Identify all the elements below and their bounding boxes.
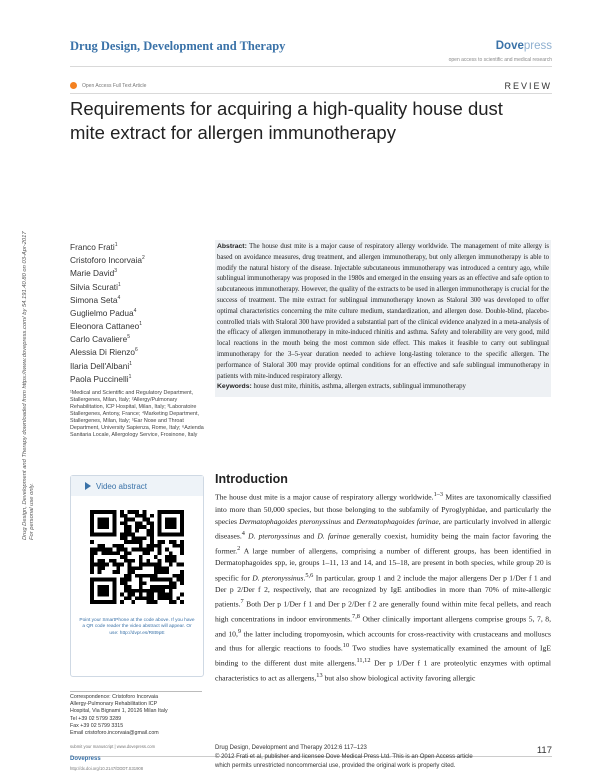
author-name-text: Silvia Scurati (70, 281, 118, 292)
abstract-label: Abstract: (217, 243, 247, 250)
species-name: Dermatophagoides pteronyssinus (239, 516, 342, 526)
species-name: D. farinae (317, 531, 350, 541)
correspondence-fax: Fax +39 02 5799 3315 (70, 722, 124, 729)
article-type: REVIEW (504, 81, 552, 91)
author-name (70, 372, 145, 385)
species-name: D. pteronyssinus (248, 531, 301, 541)
author-name (70, 280, 145, 293)
correspondence-address: Hospital, Via Bignami 1, 20126 Milan Italy (70, 708, 168, 715)
affiliations: ¹Medical and Scientific and Regulatory Department, Stallergenes, Milan, Italy; ²Allergy/Pulmonary Rehabilitation, ICP Hospital, Milan, Italy; ³Laboratoire Stallergenes, Antony, France; ⁴Marketing Department, Stallergenes, Milan, Italy; ⁵Ear Nose and Throat Department, University Sapienza, Rome, Italy; ⁶Azienda Sanitaria Locale, Allergology Service, Frosinone, Italy (70, 390, 204, 438)
play-icon (85, 482, 91, 490)
video-abstract-label: Video abstract (96, 481, 147, 491)
correspondence-divider (70, 691, 202, 692)
title-divider (70, 93, 552, 94)
introduction-body: The house dust mite is a major cause of respiratory allergy worldwide.$^{1-3}$ Mites are taxonomically classified into more than 50,000 species, but those belonging to the subfamily of Pyroglyphidae, and particularly the species Dermatophagoides pteronyssinus and Dermatophagoides farinae, are particularly involved in allergic diseases.$^4$ D. pteronyssinus and D. farinae generally coexist, humidity being the main factor favoring the former.$^2$ A large number of allergens, comprising a number of different groups, has been identified in Dermatophagoides spp, ie, groups 1–11, 13 and 14, and 15–18, are present in both species, while group 20 is specific for D. pteronyssinus.$^{5,6}$ In particular, group 1 and 2 include the major allergens Der p 1/Der f 1 and Der p 2/Der f 2, respectively, that are recognized by IgE antibodies in more than 70% of mite-allergic patients.$^7$ Both Der p 1/Der f 1 and Der p 2/Der f 2 are generally found within mite fecal pellets, and reach high concentrations in indoor environments.$^{7,8}$ Other clinically important allergens comprise groups 5, 7, 8, and 10,$^9$ the latter including tropomyosin, which accounts for cross-reactivity with crustaceans and molluscs and thus for allergic reactions to foods.$^{10}$ Two studies have systematically examined the amount of IgE binding to the different dust mite allergens.$^{11,12}$ Der p 1/Der f 1 are proteolytic enzymes with optimal characteristics to act as allergens,$^{13}$ but also show biological activity favoring allergic (215, 491, 552, 683)
citation-ref[interactable]: 5,6 (305, 571, 314, 579)
doi-link[interactable]: http://dx.doi.org/10.2147/DDDT.S31908 (70, 766, 144, 771)
intro-text: Der p 1/Der f 1 are proteolytic enzymes with optimal characteristics to act as allergens, (215, 658, 551, 683)
author-name-text: Alessia Di Rienzo (70, 347, 136, 358)
intro-text: Two studies have systematically examined the amount of IgE binding to the different dust mite allergens. (215, 643, 551, 668)
article-title: Requirements for acquiring a high-quality house dust mite extract for allergen immunotherapy (70, 98, 503, 143)
correspondence (70, 694, 210, 737)
author-name (70, 293, 145, 306)
affiliation-marker: 5 (127, 334, 130, 341)
citation-ref[interactable]: 9 (237, 627, 242, 635)
author-name-text: Franco Frati (70, 241, 115, 252)
citation-ref[interactable]: 10 (342, 642, 350, 650)
video-abstract-box[interactable] (70, 475, 204, 677)
journal-title: Drug Design, Development and Therapy (70, 39, 286, 53)
author-name (70, 319, 145, 332)
citation-ref[interactable]: 4 (241, 530, 245, 537)
intro-text: Both Der p 1/Der f 1 and Der p 2/Der f 2 are generally found within mite fecal pellets, and reach high concentrations in indoor environments. (215, 599, 551, 624)
header-divider (70, 66, 552, 67)
citation-ref[interactable]: 13 (316, 671, 323, 679)
intro-text: A large number of allergens, comprising a number of different groups, has been identified in Dermatophagoides spp, ie, groups 1–11, 13 and 14, and 15–18, are present in both species, while group 20 is specific for (215, 546, 551, 583)
author-name (70, 345, 145, 358)
intro-text: but also show biological activity favoring allergic (322, 673, 476, 683)
keywords-text: house dust mite, rhinitis, asthma, allergen extracts, sublingual immunotherapy (253, 383, 466, 391)
citation-ref[interactable]: 7 (240, 598, 244, 606)
author-list (70, 240, 145, 385)
publisher-logo (496, 40, 552, 52)
open-access-icon (70, 82, 77, 89)
video-abstract-caption: Point your SmartPhone at the code above. If you have a QR code reader the video abstract will appear. Or use: http://dvpr.es/R8t9pE (79, 618, 195, 636)
intro-text: The house dust mite is a major cause of respiratory allergy worldwide. (215, 492, 434, 502)
intro-text: the latter including tropomyosin, which accounts for cross-reactivity with crustaceans and molluscs and thus for allergic reactions to foods. (215, 629, 551, 653)
author-name-text: Guglielmo Padua (70, 307, 134, 318)
affiliation-marker: 1 (139, 321, 142, 328)
affiliation-marker: 1 (114, 242, 118, 248)
author-name (70, 332, 145, 345)
publisher-tagline: open access to scientific and medical research (448, 57, 552, 63)
affiliation-marker: 4 (133, 307, 137, 314)
author-name-text: Simona Seta (70, 294, 118, 305)
author-name-text: Marie David (70, 268, 115, 279)
affiliation-marker: 4 (117, 294, 121, 301)
citation-ref[interactable]: 2 (237, 544, 241, 552)
publisher-name-suffix: press (523, 40, 552, 52)
intro-text: Other clinically important allergens comprise groups 5, 7, 8, and 10, (215, 614, 551, 639)
author-name-text: Paola Puccinelli (70, 373, 129, 384)
author-name-text: Cristoforo Incorvaia (70, 254, 142, 265)
affiliation-marker: 2 (141, 255, 145, 262)
footer-citation (215, 744, 515, 771)
species-name: D. pteronyssinus (252, 573, 304, 583)
author-name (70, 359, 145, 372)
citation-ref[interactable]: 1–3 (433, 491, 444, 498)
correspondence-name: Correspondence: Cristoforo Incorvaia (70, 694, 159, 700)
download-note-line1: Drug Design, Development and Therapy downloaded from https://www.dovepress.com/ by 54.191.40.80 on 03-Apr-2017 (22, 231, 28, 540)
affiliation-marker: 1 (129, 360, 133, 367)
affiliation-marker: 1 (128, 373, 132, 380)
video-abstract-header[interactable] (71, 476, 203, 496)
publisher-name: Dove (495, 40, 524, 52)
intro-text: In particular, group 1 and 2 include the major allergens Der p 1/Der f 1 and Der p 2/Der f 2, respectively, that are recognized by IgE antibodies in more than 70% of mite-allergic patients. (215, 573, 552, 609)
author-name-text: Ilaria Dell'Albani (70, 360, 130, 371)
citation-ref[interactable]: 11,12 (356, 657, 371, 665)
abstract-text: The house dust mite is a major cause of respiratory allergy worldwide. The management of mite allergy is based on avoidance measures, drug treatment, and allergen immunotherapy, but only allergen immunotherapy is able to modify the natural history of the disease. Injectable subcutaneous immunotherapy was introduced a century ago, while sublingual immunotherapy was proposed in the 1980s and emerged in the ensuing years as an effective and safe option to subcutaneous immunotherapy. However, the quality of the extracts to be used in allergen immunotherapy is crucial for the success of treatment. The mite extract for sublingual immunotherapy known as Staloral 300 was developed to offer optimal characteristics concerning the mite culture medium, standardization, and allergen dose. Double-blind, placebo-controlled trials with Staloral 300 have provided a substantial part of the clinical evidence analyzed in a meta-analysis of the efficacy of allergen immunotherapy in mite-induced rhinitis and asthma. Safety and tolerability are very good, mild local reactions in the mouth being the most common side effect. This makes it feasible to carry out sublingual immunotherapy for the 3–5-year duration needed to achieve long-lasting tolerance to the specific allergen. The performance of Staloral 300 may provide optimal conditions for an effective and safe sublingual immunotherapy in patients with mite-induced respiratory allergy. (217, 243, 550, 380)
download-note (22, 140, 36, 540)
correspondence-phone: Tel +39 02 5799 3289 (70, 715, 122, 722)
open-access-label: Open Access Full Text Article (82, 82, 147, 89)
author-name (70, 306, 145, 319)
correspondence-address: Allergy-Pulmonary Rehabilitation ICP (70, 701, 158, 708)
author-name-text: Eleonora Cattaneo (70, 320, 140, 331)
intro-text: , are particularly involved in allergic diseases. (215, 516, 551, 541)
correspondence-email[interactable]: Email cristoforo.incorvaia@gmail.com (70, 730, 159, 737)
abstract-box (215, 240, 551, 397)
section-heading: Introduction (215, 472, 288, 486)
citation-line: Drug Design, Development and Therapy 2012:6 117–123 (215, 745, 367, 751)
submit-link[interactable]: submit your manuscript | www.dovepress.com (70, 744, 156, 749)
license-line: © 2012 Frati et al, publisher and licensee Dove Medical Press Ltd. This is an Open Access article (215, 754, 473, 760)
download-note-line2: For personal use only. (29, 483, 35, 540)
author-name (70, 240, 145, 253)
affiliation-marker: 1 (117, 281, 121, 288)
qr-code[interactable] (90, 510, 184, 604)
license-line: which permits unrestricted noncommercial use, provided the original work is properly cited. (215, 763, 456, 769)
citation-ref[interactable]: 7,8 (352, 613, 360, 621)
page-number: 117 (536, 745, 552, 756)
footer-publisher: Dovepress (70, 756, 101, 762)
intro-text: generally coexist, humidity being the main factor favoring the former. (215, 531, 552, 556)
author-name-text: Carlo Cavaliere (70, 333, 128, 344)
open-access-badge (70, 82, 146, 89)
intro-text: Mites are taxonomically classified into more than 50,000 species, but those belonging to the subfamily of Pyroglyphidae, and particularly the species (215, 492, 551, 526)
author-name (70, 266, 145, 279)
affiliation-marker: 3 (114, 268, 118, 275)
intro-text: and (341, 516, 357, 526)
affiliation-marker: 6 (135, 347, 138, 354)
intro-text: and (300, 531, 318, 541)
author-name (70, 253, 145, 266)
species-name: Dermatophagoides farinae (356, 516, 439, 526)
keywords-label: Keywords: (217, 383, 252, 391)
